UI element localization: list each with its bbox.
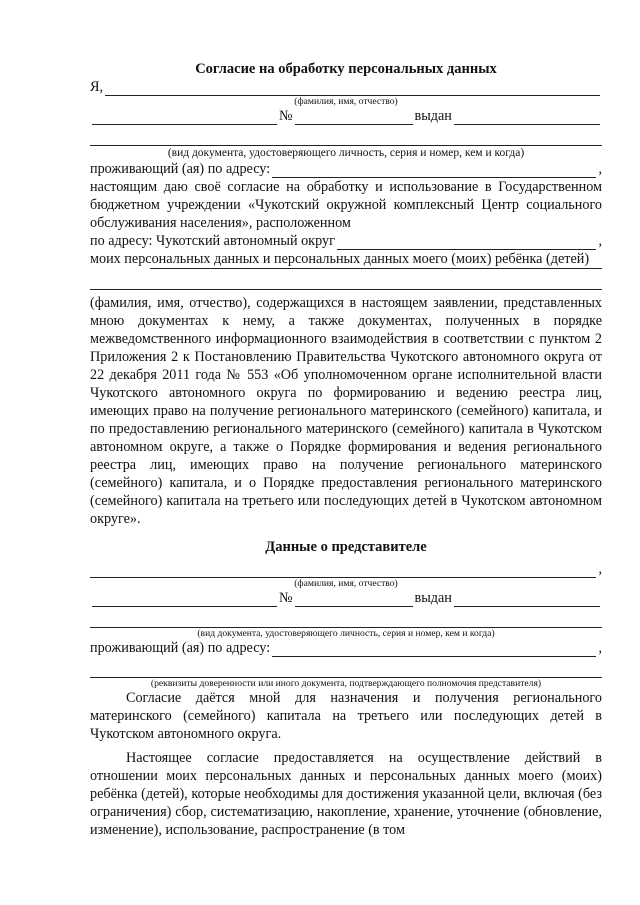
rep-name-row [90, 560, 602, 578]
address-row [90, 160, 602, 178]
id-document-row [90, 107, 602, 125]
applicant-name-field[interactable] [105, 81, 600, 96]
rep-number-sign: № [279, 590, 293, 606]
doc-number-field[interactable] [295, 110, 413, 125]
address-comma: , [598, 161, 602, 177]
consent-form [90, 60, 602, 839]
rep-doc-number-field[interactable] [295, 592, 413, 607]
org-address-field[interactable] [337, 235, 597, 250]
consent-paragraph-4: Настоящее согласие предоставляется на осуществление действий в отношении моих персональных данных и персональных данных моего (моих) ребёнка (детей), которые необходимы для достижения указанной цели, включая (без ограничения) сбор, систематизацию, накопление, хранение, уточнение (обновление, изменение), использование, распространение (в том [90, 750, 602, 838]
address-label: проживающий (ая) по адресу: [90, 161, 271, 177]
rep-address-comma: , [598, 640, 602, 656]
ya-label: Я, [90, 79, 104, 95]
rep-fio-caption: (фамилия, имя, отчество) [294, 578, 398, 589]
address-field[interactable] [272, 163, 596, 178]
rep-name-field[interactable] [90, 563, 596, 578]
consent-paragraph-2: (фамилия, имя, отчество), содержащихся в настоящем заявлении, представленных мною документах к нему, а также документах, полученных в порядке межведомственного информационного взаимодействия в соответствии с пунктом 2 Приложения 2 к Постановлению Правительства Чукотского автономного округа от 22 декабря 2011 года № 553 «Об уполномоченном органе исполнительной власти Чукотского автономного округа по формированию и ведению реестра лиц, имеющих право на получение регионального материнского (семейного) капитала, и по предоставлению регионального материнского (семейного) капитала в Чукотском автономном округе, а также о Порядке формирования и ведения регионального реестра лиц, имеющих право на получение регионального материнского (семейного) капитала, и о Порядке предоставления регионального материнского (семейного) капитала на третьего или последующих детей в Чукотском автономном округе». [90, 295, 602, 527]
rep-address-row [90, 639, 602, 657]
rep-address-label: проживающий (ая) по адресу: [90, 640, 271, 656]
document-title: Согласие на обработку персональных данных [195, 61, 497, 77]
children-data-text: моих персональных данных и персональных данных моего (моих) ребёнка (детей) [90, 251, 590, 267]
rep-doc-caption: (вид документа, удостоверяющего личность, серия и номер, кем и когда) [197, 628, 495, 639]
doc-type-field[interactable] [92, 110, 277, 125]
doc-caption: (вид документа, удостоверяющего личность, серия и номер, кем и когда) [167, 147, 525, 159]
rep-issued-by-field[interactable] [454, 592, 600, 607]
org-address-comma: , [598, 233, 602, 249]
rep-authority-field[interactable] [90, 663, 602, 678]
fio-caption: (фамилия, имя, отчество) [294, 96, 398, 107]
number-sign: № [279, 108, 293, 124]
rep-id-row [90, 589, 602, 607]
rep-issued-label: выдан [414, 590, 452, 606]
rep-address-field[interactable] [272, 642, 596, 657]
org-address-label: по адресу: Чукотский автономный округ [90, 233, 335, 249]
rep-name-comma: , [598, 561, 602, 577]
authority-caption: (реквизиты доверенности или иного документа, подтверждающего полномочия представителя) [150, 678, 542, 689]
issued-by-field[interactable] [454, 110, 600, 125]
applicant-name-row [90, 78, 602, 96]
rep-doc-type-field[interactable] [92, 592, 277, 607]
org-address-row [90, 232, 602, 250]
representative-title: Данные о представителе [265, 539, 427, 555]
children-name-field-2[interactable] [90, 275, 602, 290]
doc-details-field[interactable] [90, 131, 602, 146]
issued-label: выдан [414, 108, 452, 124]
consent-paragraph-1: настоящим даю своё согласие на обработку и использование в Государственном бюджетном учреждении «Чукотский окружной комплексный Центр социального обслуживания населения», расположенном [90, 179, 602, 231]
rep-doc-details-field[interactable] [90, 613, 602, 628]
consent-paragraph-3: Согласие даётся мной для назначения и получения регионального материнского (семейного) капитала на третьего или последующих детей в Чукотском автономного округа. [90, 690, 602, 742]
